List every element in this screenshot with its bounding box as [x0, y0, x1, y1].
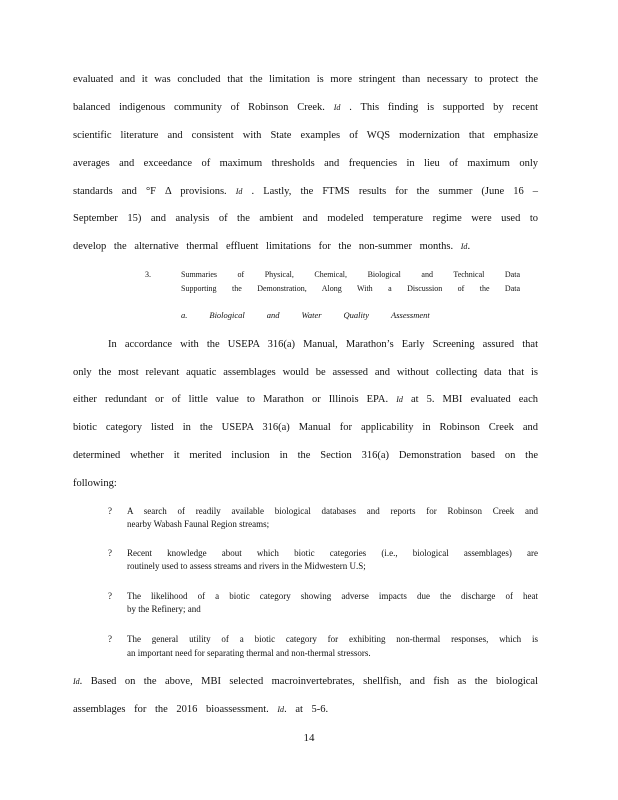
body-line: assemblages for the 2016 bioassessment. Id. at 5-6. [73, 704, 329, 715]
body-line: develop the alternative thermal effluent limitations for the non-summer months. Id. [73, 241, 471, 252]
list-item: by the Refinery; and [127, 604, 201, 614]
body-line: September 15) and analysis of the ambient and modeled temperature regime were used to [73, 213, 538, 224]
body-line: In accordance with the USEPA 316(a) Manual, Marathon’s Early Screening assured that [108, 339, 538, 350]
body-line: determined whether it merited inclusion in the Section 316(a) Demonstration based on the [73, 450, 538, 461]
body-line: standards and °F Δ provisions. Id . Lastly, the FTMS results for the summer (June 16 – [73, 186, 539, 197]
bullet-marker: ? [108, 634, 112, 644]
list-item: The general utility of a biotic category for exhibiting non-thermal responses, which is [127, 634, 538, 644]
citation: Id [460, 242, 468, 251]
body-line: evaluated and it was concluded that the limitation is more stringent than necessary to protect the [73, 74, 538, 85]
list-item: Recent knowledge about which biotic categories (i.e., biological assemblages) are [127, 548, 538, 558]
section-number: 3. [145, 270, 151, 279]
page-number: 14 [303, 732, 315, 744]
citation: Id [277, 705, 285, 714]
section-heading-line: Supporting the Demonstration, Along With a Discussion of the Data [181, 284, 521, 293]
list-item: routinely used to assess streams and rivers in the Midwestern U.S; [127, 561, 366, 571]
bullet-marker: ? [108, 506, 112, 516]
list-item: The likelihood of a biotic category showing adverse impacts due the discharge of heat [127, 591, 538, 601]
body-line: either redundant or of little value to Marathon or Illinois EPA. Id at 5. MBI evaluated each [73, 394, 539, 405]
citation: Id [235, 187, 243, 196]
body-line: biotic category listed in the USEPA 316(a) Manual for applicability in Robinson Creek and [73, 422, 538, 433]
subsection-heading: a. Biological and Water Quality Assessment [181, 310, 430, 320]
list-item: A search of readily available biological databases and reports for Robinson Creek and [127, 506, 538, 516]
list-item: nearby Wabash Faunal Region streams; [127, 519, 270, 529]
section-heading-line: Summaries of Physical, Chemical, Biological and Technical Data [181, 270, 520, 279]
bullet-marker: ? [108, 591, 112, 601]
body-line: only the most relevant aquatic assemblages would be assessed and without collecting data that is [73, 367, 538, 378]
body-line: scientific literature and consistent with State examples of WQS modernization that emphasize [73, 130, 538, 141]
list-item: an important need for separating thermal and non-thermal stressors. [127, 648, 371, 658]
citation: Id [333, 103, 341, 112]
body-line: balanced indigenous community of Robinson Creek. Id . This finding is supported by recent [73, 102, 539, 113]
body-line: averages and exceedance of maximum thresholds and frequencies in lieu of maximum only [73, 158, 538, 169]
citation: Id [73, 677, 80, 686]
citation: Id [396, 395, 403, 404]
body-line: Id. Based on the above, MBI selected macroinvertebrates, shellfish, and fish as the biological [73, 676, 538, 687]
bullet-marker: ? [108, 548, 112, 558]
body-line: following: [73, 478, 117, 489]
